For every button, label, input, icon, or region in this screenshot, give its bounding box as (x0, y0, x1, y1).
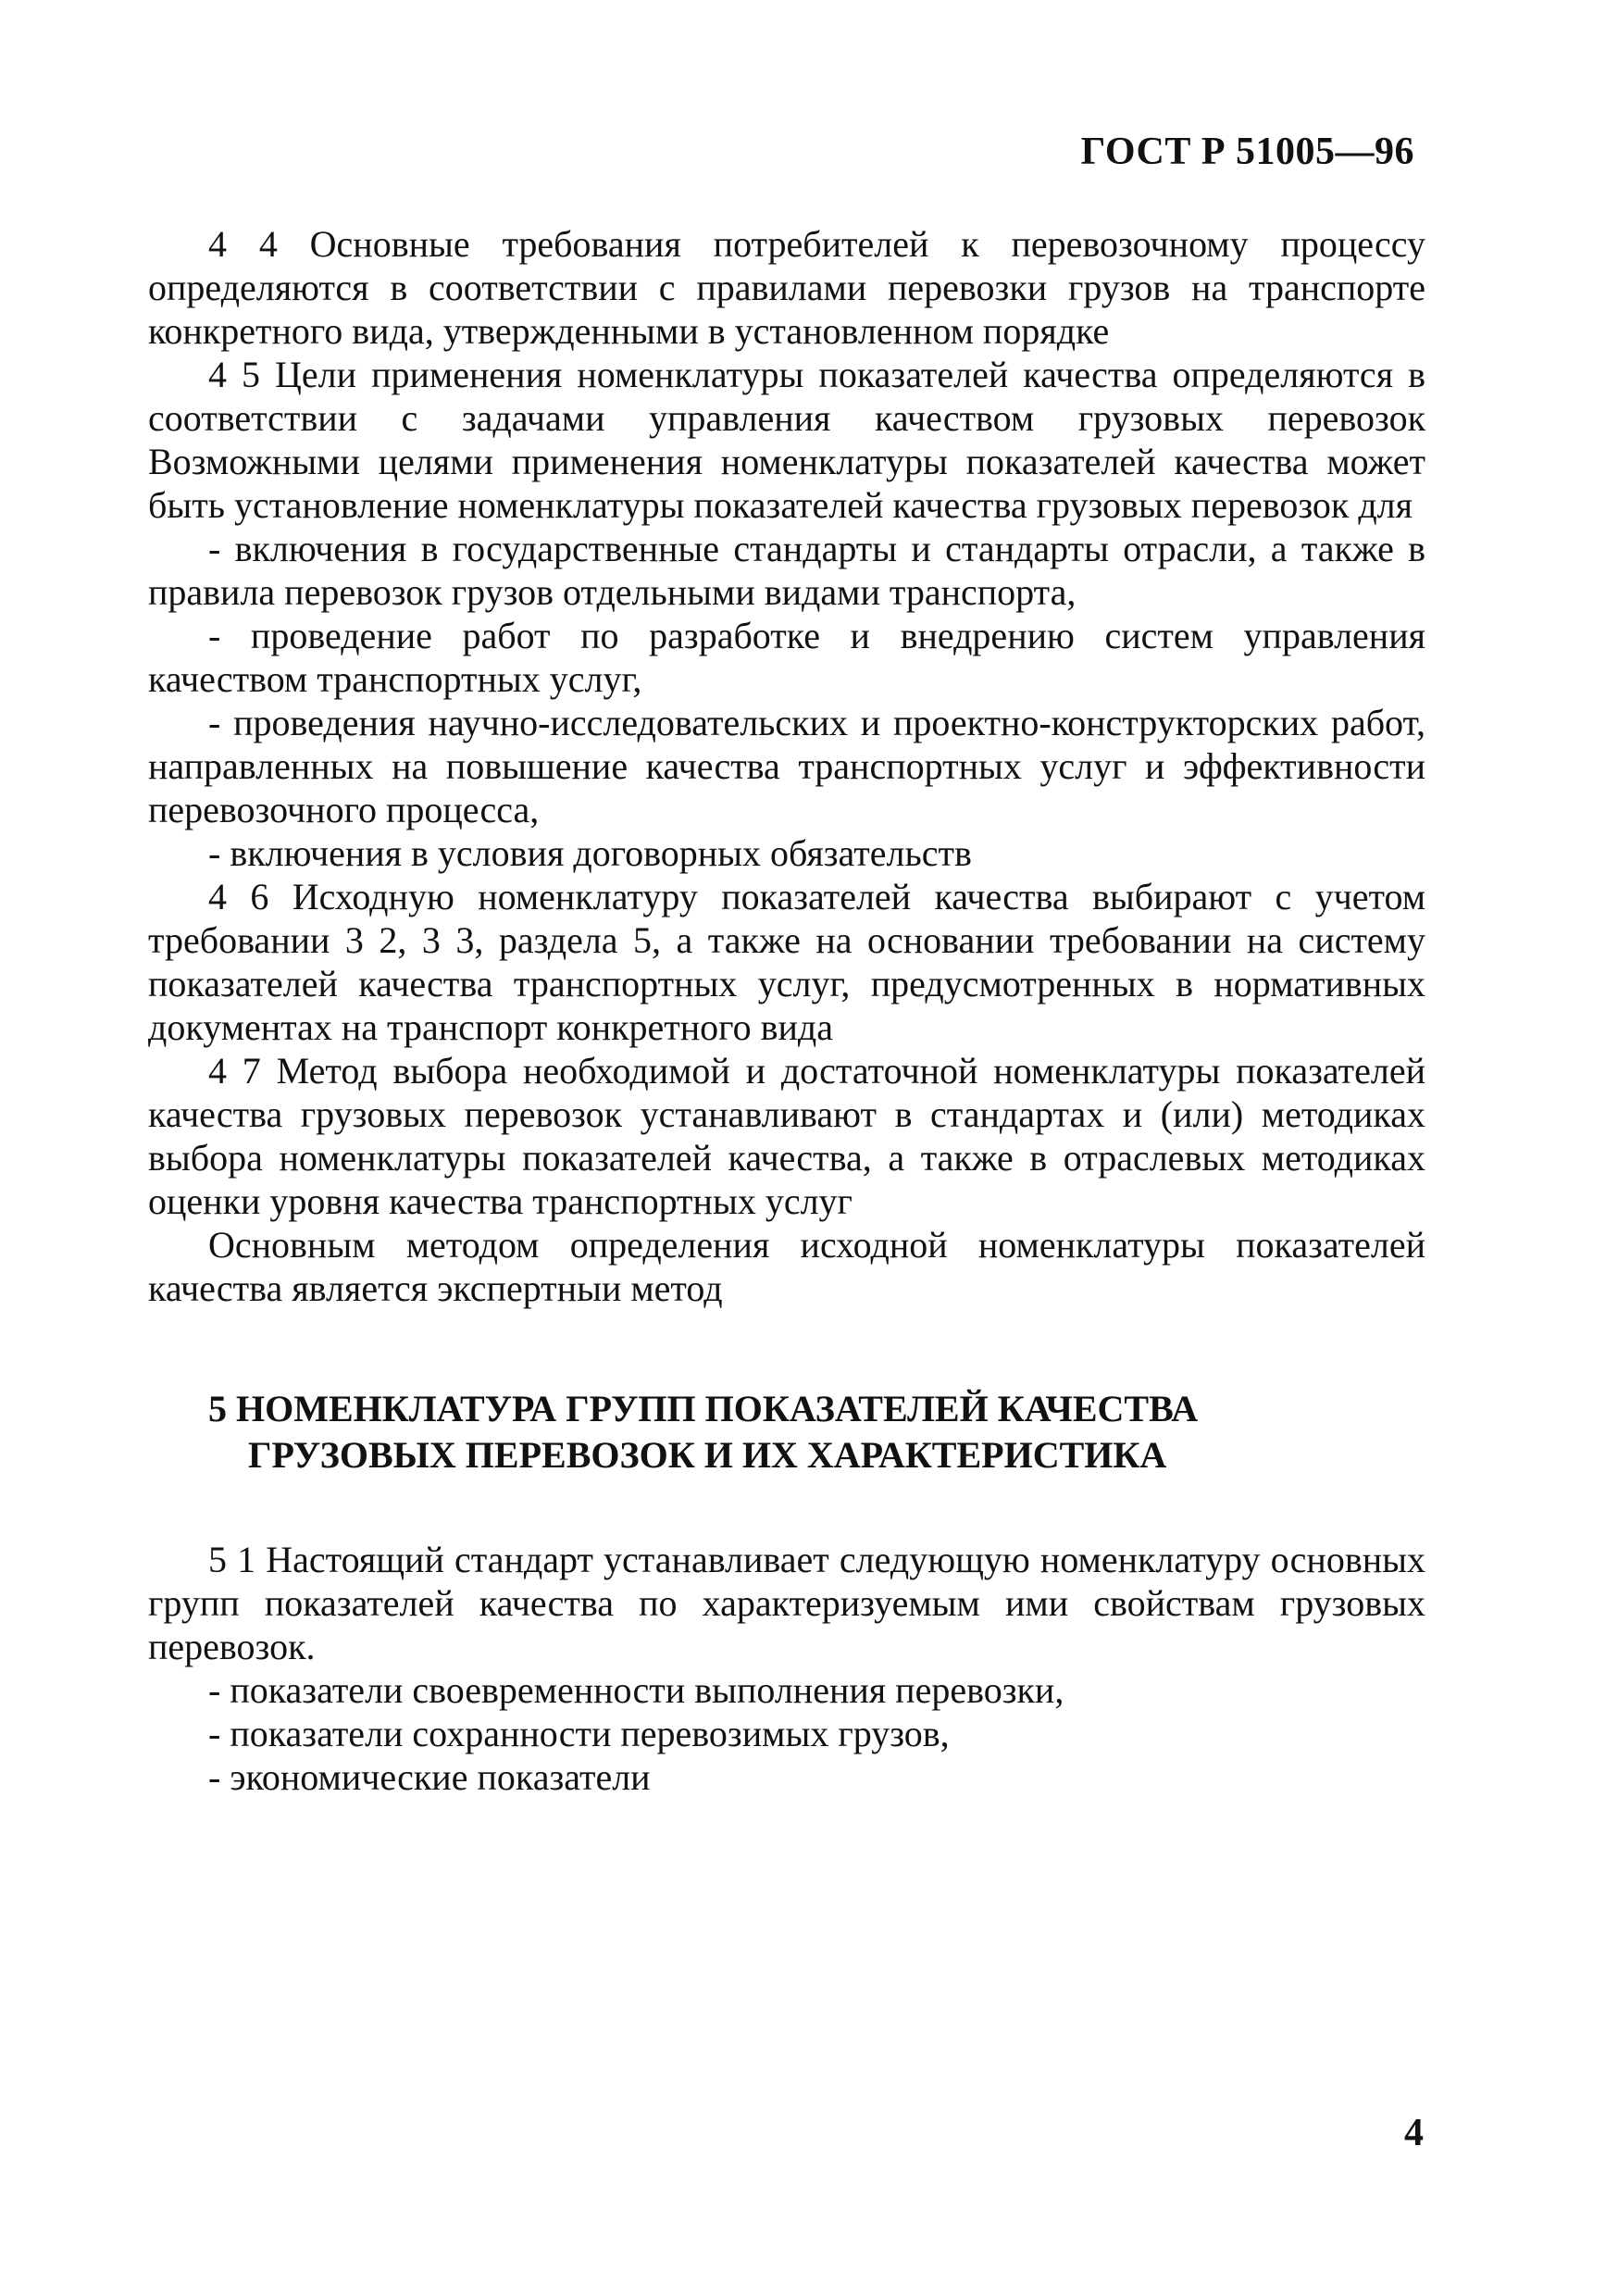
list-item: - проведение работ по разработке и внедрению систем управления качеством транспортных услуг, (148, 615, 1425, 700)
paragraph-5-1: 5 1 Настоящий стандарт устанавливает следующую номенклатуру основных групп показателей качества по характеризуемым ими свойствам грузовых перевозок. (148, 1539, 1425, 1667)
list-item: - показатели сохранности перевозимых грузов, (208, 1713, 950, 1754)
list-item: - экономические показатели (208, 1756, 651, 1798)
list-item: - включения в условия договорных обязательств (208, 832, 972, 874)
section-5-heading (148, 1386, 1425, 1479)
page-number: 4 (1404, 2112, 1424, 2154)
section-heading-line-2: ГРУЗОВЫХ ПЕРЕВОЗОК И ИХ ХАРАКТЕРИСТИКА (248, 1434, 1167, 1476)
paragraph-4-4: 4 4 Основные требования потребителей к перевозочному процессу определяются в соответствии с правилами перевозки грузов на транспорте конкретного вида, утвержденными в установленном порядке (148, 223, 1425, 352)
paragraph-4-5: 4 5 Цели применения номенклатуры показателей качества определяются в соответствии с задачами управления качеством грузовых перевозок Возможными целями применения номенклатуры показателей качества может быть установление номенклатуры показателей качества грузовых перевозок для (148, 354, 1425, 526)
section-heading-line-1: 5 НОМЕНКЛАТУРА ГРУПП ПОКАЗАТЕЛЕЙ КАЧЕСТВА (208, 1388, 1199, 1429)
list-item: - проведения научно-исследовательских и проектно-конструкторских работ, направленных на повышение качества транспортных услуг и эффективности перевозочного процесса, (148, 702, 1425, 830)
paragraph-4-7: 4 7 Метод выбора необходимой и достаточной номенклатуры показателей качества грузовых перевозок устанавливают в стандартах и (или) методиках выбора номенклатуры показателей качества, а также в отраслевых методиках оценки уровня качества транспортных услуг (148, 1050, 1425, 1222)
list-item: - показатели своевременности выполнения перевозки, (208, 1669, 1064, 1711)
paragraph-4-6: 4 6 Исходную номенклатуру показателей качества выбирают с учетом требовании 3 2, 3 3, раздела 5, а также на основании требовании на систему показателей качества транспортных услуг, предусмотренных в нормативных документах на транспорт конкретного вида (148, 876, 1425, 1048)
paragraph-4-7-method: Основным методом определения исходной номенклатуры показателей качества является экспертныи метод (148, 1224, 1425, 1309)
list-item: - включения в государственные стандарты и стандарты отрасли, а также в правила перевозок грузов отдельными видами транспорта, (148, 528, 1425, 613)
body-text (148, 222, 1425, 1799)
standard-code-header: ГОСТ Р 51005—96 (1080, 131, 1414, 173)
